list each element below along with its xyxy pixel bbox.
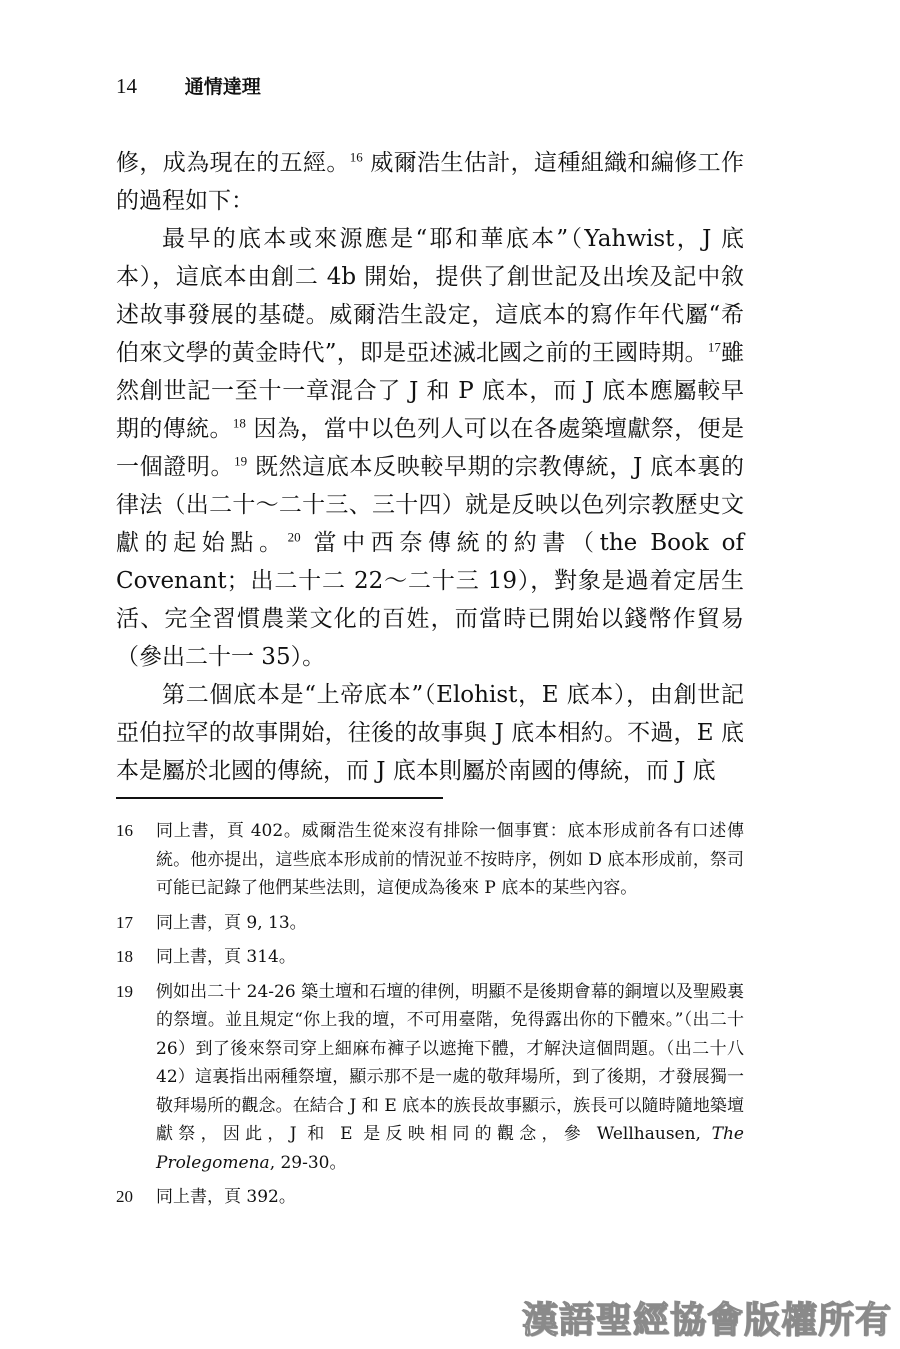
footnote-text-part-a: 例如出二十 24-26 築土壇和石壇的律例，明顯不是後期會幕的銅壇以及聖殿裏的祭壇。並且規定“你上我的壇，不可用臺階，免得露出你的下體來。”（出二十 26）到了後來祭司穿上細麻布褲子以遮掩下體，才解決這個問題。（出二十八 42）這裏指出兩種祭壇，顯示那不是一處的敬拜場所，到了後期，才發展獨一敬拜場所的觀念。在結合 J 和 E 底本的族長故事顯示，族長可以隨時隨地築壇獻祭，因此，J 和 E 是反映相同的觀念，參 Wellhausen, [156,981,744,1144]
page-number: 14 [116,74,137,98]
paragraph-1-text-a: 修，成為現在的五經。 [116,150,350,176]
running-title: 通情達理 [184,76,261,98]
paragraph-2-text-b: 雖然創世記一至十一章混合了 J 和 P 底本，而 J 底本應屬較早期的傳統。 [116,340,745,442]
footnote-17 [116,909,744,938]
paragraph-1-text-b: 威爾浩生估計，這種組織和編修工作的過程如下： [116,150,745,214]
footnote-divider [116,797,443,799]
paragraph-2-text-c: 因為，當中以色列人可以在各處築壇獻祭，便是一個證明。 [116,416,745,480]
footnote-ref-17[interactable]: 17 [707,339,721,355]
footnote-text [156,978,744,1178]
footnotes [116,817,744,1218]
footnote-20 [116,1183,744,1212]
footnote-ref-18[interactable]: 18 [232,415,246,431]
book-title: The Prolegomena [156,1124,744,1173]
paragraph-2 [116,220,744,676]
footnote-text: 同上書，頁 9, 13。 [156,912,307,933]
footnote-text: 同上書，頁 392。 [156,1187,296,1207]
paragraph-2-text-a: 最早的底本或來源應是“耶和華底本”（Yahwist，J 底本），這底本由創二 4b 開始，提供了創世記及出埃及記中敘述故事發展的基礎。威爾浩生設定，這底本的寫作年代屬“希伯來文學的黃金時代”，即是亞述滅北國之前的王國時期。 [116,226,744,366]
footnote-16 [116,817,744,903]
paragraph-2-text-e: 當中西奈傳統的約書（the Book of Covenant；出二十二 22～二十三 19），對象是過着定居生活、完全習慣農業文化的百姓，而當時已開始以錢幣作貿易（參出二十一 35）。 [116,530,745,670]
main-text [116,144,744,790]
footnote-ref-20[interactable]: 20 [287,529,301,545]
paragraph-3: 第二個底本是“上帝底本”（Elohist，E 底本），由創世記亞伯拉罕的故事開始，往後的故事與 J 底本相約。不過，E 底本是屬於北國的傳統，而 J 底本則屬於南國的傳統，而 J 底 [116,682,744,784]
paragraph-2-text-d: 既然這底本反映較早期的宗教傳統，J 底本裏的律法（出二十～二十三、三十四）就是反映以色列宗教歷史文獻的起始點。 [116,454,745,556]
footnote-number: 18 [116,947,133,966]
footnote-18 [116,943,744,972]
footnote-number: 20 [116,1187,133,1206]
footnote-number: 19 [116,981,133,1001]
footnote-number: 16 [116,821,133,840]
paragraph-1 [116,144,744,220]
footnote-number: 17 [116,912,133,932]
footnote-text-part-b: , 29-30。 [269,1152,347,1173]
running-header [116,72,261,101]
footnote-19 [116,978,744,1178]
footnote-ref-16[interactable]: 16 [349,149,363,165]
copyright-watermark: 漢語聖經協會版權所有 [521,1300,892,1341]
footnote-text: 同上書，頁 402。威爾浩生從來沒有排除一個事實：底本形成前各有口述傳統。他亦提出，這些底本形成前的情況並不按時序，例如 D 底本形成前，祭司可能已記錄了他們某些法則，這便成為後來 P 底本的某些內容。 [156,821,744,898]
footnote-ref-19[interactable]: 19 [234,453,248,469]
footnote-text: 同上書，頁 314。 [156,947,296,967]
